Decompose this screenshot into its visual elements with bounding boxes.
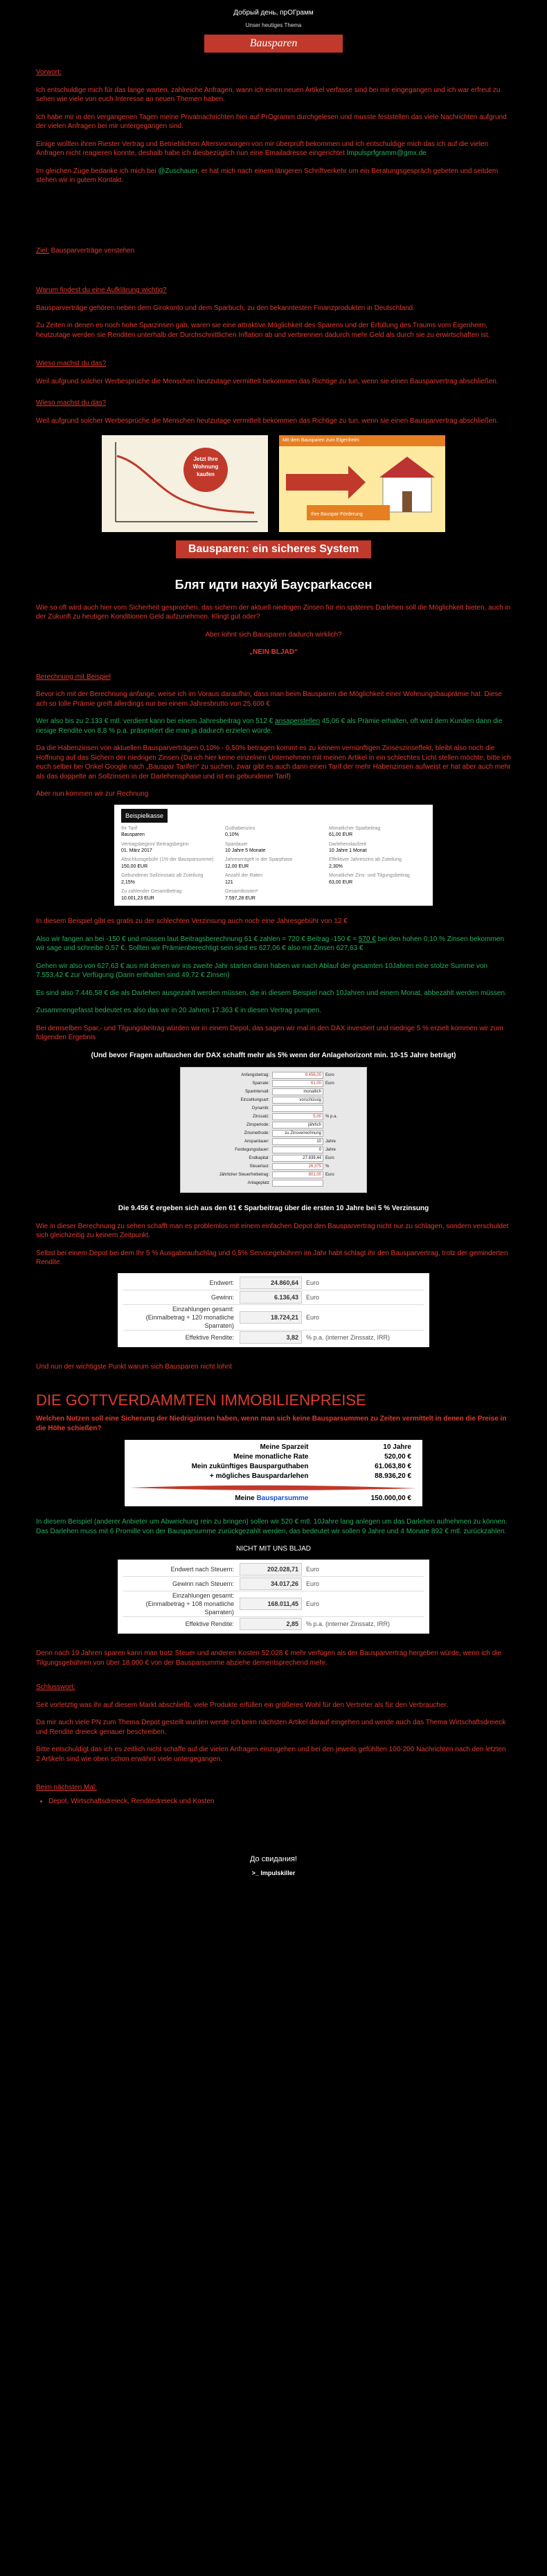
calc-text-p2-a: Also wir fangen an bei -150 € und müssen laut Beitragsberechnung 61 € zahlen = 720 € Beitrag -150 € = xyxy=(36,935,359,943)
next-heading: Beim nächsten Mal: xyxy=(36,1784,97,1792)
result-label: Endwert: xyxy=(209,1279,234,1286)
next-list-item: • Depot, Wirtschaftsdreieck, Renditedreieck und Kosten xyxy=(48,1797,511,1807)
immo-title: DIE GOTTVERDAMMTEN IMMOBILIENPREISE xyxy=(36,1391,366,1409)
final-p3: Da mir auch viele PN zum Thema Depot gestellt wurden werde ich beim nächsten Artikel darauf eingehen und werde auch das Thema Wirtschaftsdreieck und Rendite dreieck genauer beschreiben. xyxy=(36,1719,506,1736)
calc-unit: Euro xyxy=(325,1073,334,1078)
result-value: 34.017,26 xyxy=(240,1578,302,1590)
calc-input[interactable]: 9.456,00 xyxy=(272,1072,323,1079)
tarif-cell-label: Gesamtkosten² xyxy=(225,889,258,895)
tarif-cell xyxy=(329,873,426,886)
goal-label: Ziel: xyxy=(36,246,49,255)
calc-row xyxy=(186,1080,361,1087)
why-p2: Zu Zeiten in denen es noch hohe Sparzinsen gab, waren sie eine attraktive Möglichkeit des Sparens und der Erfüllung des Traums vom Eigenheim, heutzutage werden sie Renditen unterhalb der Durchschnittlichen Inflation ab und verbrennen dadurch mehr Geld als durch sie zu erwirtschaften ist. xyxy=(36,322,490,339)
calc-label: Endkapital: xyxy=(249,1156,269,1161)
calc-label: Dynamik: xyxy=(251,1106,269,1111)
spar-value: 61.063,80 € xyxy=(375,1463,411,1471)
calc-row xyxy=(186,1130,361,1137)
calc-p2-b: 45,06 € als Prämie erhalten, oft wird dem Kunden dann die riesige Rendite von 8,8 % p.a. präsentiert die man ja dadurch erzielen würde. xyxy=(36,718,503,735)
goal-text: Bausparverträge verstehen xyxy=(48,246,135,255)
calc-row xyxy=(186,1138,361,1145)
calc-p2 xyxy=(36,717,511,736)
tarif-cell-label: Anzahl der Raten xyxy=(225,873,263,879)
spar-label xyxy=(130,1452,308,1462)
calc-input[interactable]: monatlich xyxy=(272,1088,323,1095)
result-unit: Euro xyxy=(306,1600,320,1607)
final-p4: Bitte entschuldigt das ich es zeitlich nicht schaffe auf die vielen Anfragen einzugehen und bei den jeweils gefühlten 100-200 Nachrichten nach den letzten 2 Artikeln sind wie oben schon erwähnt viele untergegangen. xyxy=(36,1746,506,1763)
tarif-cell-label: Vertragsbeginn/ Beitragsbeginn xyxy=(121,841,189,847)
calc-p2-a: Wer also bis zu 2.133 € mtl. verdient kann bei einem Jahresbeitrag von 512 € xyxy=(36,718,276,726)
russian-title: Блят идти нахуй Баусparkассен xyxy=(174,578,373,592)
tarif-cell xyxy=(225,873,322,886)
wieso2-section xyxy=(0,399,547,426)
calc-row xyxy=(186,1122,361,1129)
calc-unit: Euro xyxy=(325,1156,334,1161)
result-unit: Euro xyxy=(306,1565,320,1573)
spar-value: 88.936,20 € xyxy=(375,1472,411,1481)
result-value: 24.860,64 xyxy=(240,1277,302,1289)
topic-label: Unser heutiges Thema xyxy=(245,21,302,28)
spar-value: 150.000,00 € xyxy=(370,1495,411,1503)
tarif-cell-value: 10 Jahre 1 Monat xyxy=(329,848,367,854)
calc-intro-section xyxy=(0,673,547,799)
tarif-cell-label: Effektiver Jahreszins ab Zuteilung xyxy=(329,857,402,863)
result-label: Endwert nach Steuern: xyxy=(170,1565,234,1573)
calc-input[interactable] xyxy=(272,1105,323,1112)
calc-p3: Da die Habenzinsen von aktuellen Bausparverträgen 0,10% - 0,50% betragen kommt es zu keinem vernünftigen Zinseszinseffekt, bleibt also noch die Hoffnung auf das Sichern der niedrigen Zinsen (Da ich hier keine einzelnen Unternehmen mit meinen Artikel in ein schlechtes Licht stellen möchte, bitte ich euch selber bei Onkel Google nach „Bauspar Tarifen“ zu suchen, zwar gibt es auch dann einen Tarif der mehr Habenzinsen aufweist er hat aber auch mehr als das doppelte an Sollzinsen in der Darlehensphase und ist ein gebundener Tarif) xyxy=(36,745,511,780)
spar-label xyxy=(130,1494,308,1504)
spar-row xyxy=(130,1494,417,1504)
result-row xyxy=(123,1331,424,1344)
spar-text-p2: NICHT MIT UNS BLJAD xyxy=(236,1545,311,1553)
slogan-banner: Bausparen: ein sicheres System xyxy=(176,540,371,558)
intro-p1: Ich entschuldige mich für das lange warten, zahlreiche Anfragen, wann ich einen neuen Artikel verfasse sind bei mir eingegangen und ich war erfreut zu sehen wie viele von euch Interesse an neuen Themen haben. xyxy=(36,86,501,104)
tarif-grid xyxy=(121,825,426,902)
wieso1-section xyxy=(0,359,547,386)
calc-text-p5: Zusammengefasst bedeutet es also das wir in 20 Jahren 17.363 € in diesen Vertrag pumpen. xyxy=(36,1007,321,1015)
tarif-cell-value: 7.597,28 EUR xyxy=(225,895,255,901)
calc-label: Zinsmethode: xyxy=(244,1131,269,1136)
why-p1: Bausparverträge gehören neben dem Girokonto und dem Sparbuch, zu den bekanntesten Finanzprodukten in Deutschland. xyxy=(36,304,415,312)
spar-label-text: Meine xyxy=(235,1495,257,1503)
tarif-cell xyxy=(121,841,218,855)
intro-p4-text-b: , er hat mich nach einem längeren Schriftverkehr um ein Beratungsgespräch gebeten und seitdem stehen wir in gutem Kontakt. xyxy=(36,167,499,185)
result-row xyxy=(123,1562,424,1577)
calc-text-p6: Bei demselben Spar,- und Tilgungsbeitrag würden wir in einem Depot, das sagen wir mal in den DAX investiert und niedrige 5 % erzielt kommen wir zum folgenden Ergebnis xyxy=(36,1024,503,1042)
calc-row xyxy=(186,1171,361,1178)
calc-unit: % xyxy=(325,1164,330,1169)
spar-row xyxy=(130,1462,417,1472)
spar-label xyxy=(130,1472,308,1481)
calc-unit: Euro xyxy=(325,1081,334,1086)
result-value: 202.028,71 xyxy=(240,1563,302,1575)
final-section xyxy=(0,1649,547,1764)
calc-text-p2-b: bei den hohen 0,10 % Zinsen bekommen wir sage und schreibe 0,57 €. Sollten wir Prämienberechtigt sein sind es 627,06 € also mit Zinsen 627,63 € xyxy=(36,935,505,953)
goodbye: До свидания! xyxy=(249,1855,297,1864)
ad-right-label: Ihre Bauspar-Förderung xyxy=(311,512,363,518)
tarif-cell xyxy=(225,857,322,870)
tarif-cell xyxy=(329,857,426,870)
result-value: 3,82 xyxy=(240,1331,302,1344)
tarif-cell-value: 01. März 2017 xyxy=(121,848,152,854)
calc-label: Einzahlungsart: xyxy=(240,1098,269,1103)
calc-label: Anspardauer: xyxy=(244,1140,269,1144)
tarif-cell-value: 2,30% xyxy=(329,864,343,869)
tarif-cell-label: Ihr Tarif xyxy=(121,825,138,831)
calc-text-section xyxy=(0,917,547,1060)
result-unit: % p.a. (interner Zinssatz, IRR) xyxy=(306,1620,391,1628)
result-label: Gewinn: xyxy=(210,1293,234,1301)
calc-input[interactable]: 27.839,44 xyxy=(272,1155,323,1162)
tarif-cell-value: 150,00 EUR xyxy=(121,864,148,869)
calc-row xyxy=(186,1097,361,1104)
tarif-cell xyxy=(121,857,218,870)
result-value: 168.011,45 xyxy=(240,1598,302,1610)
result-text-p2: Wie in dieser Berechnung zu sehen schafft man es problemlos mit einem einfachen Depot den Bausparvertrag nicht nur zu schlagen, sondern verschuldet sich gleichzeitig zu keinem Zeitpunkt. xyxy=(36,1222,509,1240)
result-row xyxy=(123,1276,424,1290)
intro-p2: Ich habe mir in den vergangenen Tagen meine Privatnachrichten hier auf PrOgramm durchgelesen und musste feststellen das viele Nachrichten aufgrund der vielen Anfragen bei mir untergegangen sind. xyxy=(36,113,507,131)
intro2-p2: Aber lohnt sich Bausparen dadurch wirklich? xyxy=(205,630,342,639)
spar-label-text: Meine monatliche Rate xyxy=(233,1453,309,1461)
result-text-section xyxy=(0,1204,547,1268)
greeting: Добрый день, прОГрамм xyxy=(233,9,314,17)
calc-label: Zinssatz: xyxy=(252,1115,269,1120)
spar-label xyxy=(130,1462,308,1472)
calc-text-p2-link[interactable]: 570 € xyxy=(358,935,376,943)
result-value: 18.724,21 xyxy=(240,1311,302,1324)
tarif-cell-value: 12,00 EUR xyxy=(225,864,249,869)
result-label: Gewinn nach Steuern: xyxy=(172,1580,234,1587)
result-unit: Euro xyxy=(306,1580,320,1587)
calc-row xyxy=(186,1072,361,1079)
spar-label-text: Mein zukünftiges Bausparguthaben xyxy=(191,1463,309,1471)
calc-input[interactable] xyxy=(272,1180,323,1187)
tarif-cell xyxy=(225,888,322,902)
immo-text: Welchen Nutzen soll eine Sicherung der Niedrigzinsen haben, wenn man sich keine Bausparsummen zu Zeiten vermittelt in denen die Preise in die Höhe schießen? xyxy=(36,1415,507,1432)
intro2-p3: „NEIN BLJAD“ xyxy=(249,648,298,657)
title-banner: Bausparen xyxy=(204,35,343,53)
ad-left-badge: Jetzt Ihre Wohnung kaufen xyxy=(192,456,219,477)
spar-table xyxy=(125,1440,422,1506)
calc-unit: Euro xyxy=(325,1173,334,1178)
wieso2-heading: Wieso machst du das? xyxy=(36,399,107,408)
result-value: 2,85 xyxy=(240,1618,302,1630)
result-row xyxy=(123,1591,424,1617)
tarif-cell-value: 121 xyxy=(225,879,233,885)
result-unit: Euro xyxy=(306,1313,320,1321)
calc-row xyxy=(186,1180,361,1187)
calc-text-p7: (Und bevor Fragen auftauchen der DAX schafft mehr als 5% wenn der Anlagehorizont min. 10-15 Jahre beträgt) xyxy=(91,1051,456,1059)
intro2-p1: Wie so oft wird auch hier vom Sicherheit gesprochen, das sichern der aktuell niedrigen Zinsen für ein späteres Darlehen soll die Möglichkeit bieten, auch in der Zukunft zu heutigen Konditionen Geld aufzunehmen. Klingt gut oder? xyxy=(36,603,511,621)
calc-row xyxy=(186,1147,361,1153)
tarif-cell-label: Spardauer xyxy=(225,841,248,847)
intro-p3 xyxy=(36,140,511,158)
spar-text-p1: In diesem Beispiel (anderer Anbieter um Abweichung rein zu bringen) sollen wir 520 € mtl. 10Jahre lang anlegen um das Darlehen aufnehmen zu können. Das Darlehen muss mit 6 Promille von der Bausparsumme zurückgezahlt werden, das bedeutet wir sollen 9 Jahre und 4 Monate 892 € mtl. zurückzahlen. xyxy=(36,1518,508,1535)
tarif-cell-label: Zu zahlender Gesamtbetrag xyxy=(121,889,182,895)
calc-label: Anfangsbetrag: xyxy=(241,1073,269,1078)
spar-row xyxy=(130,1472,417,1481)
tarif-cell xyxy=(121,825,218,839)
spar-label xyxy=(130,1443,308,1452)
spar-value: 10 Jahre xyxy=(383,1443,411,1452)
intro-p4-text-a: Im gleichen Zuge bedanke ich mich bei xyxy=(36,167,159,175)
tarif-cell xyxy=(329,825,426,839)
calc-input[interactable]: 26,375 xyxy=(272,1163,323,1170)
tarif-cell-label: Abschlussgebühr (1% der Bausparsumme) xyxy=(121,857,214,863)
calc-heading: Berechnung mit Beispiel xyxy=(36,673,111,681)
calc-row xyxy=(186,1113,361,1120)
spar-text-section xyxy=(0,1517,547,1554)
tarif-cell-label: Guthabenzins xyxy=(225,825,255,831)
intro2-section xyxy=(0,603,547,657)
ad-image-right xyxy=(279,435,445,532)
wieso1-heading: Wieso machst du das? xyxy=(36,360,107,368)
tarif-form xyxy=(114,805,433,906)
result-row xyxy=(123,1617,424,1631)
calc-input[interactable]: 10 xyxy=(272,1138,323,1145)
tarif-cell-value: 10.001,23 EUR xyxy=(121,895,154,901)
result-table-2 xyxy=(118,1560,429,1634)
calc-p4: Aber nun kommen wir zur Rechnung xyxy=(36,790,149,798)
tarif-cell-label: Gebundener Sollzinssatz ab Zuteilung xyxy=(121,873,204,879)
calc-input[interactable]: zu Zinsverrechnung xyxy=(272,1130,323,1137)
calc-input[interactable]: 0 xyxy=(272,1147,323,1153)
calc-unit: Jahre xyxy=(325,1148,337,1153)
wieso1-text: Weil aufgrund solcher Werbesprüche die Menschen heutzutage vermittelt bekommen das Richtige zu tun, wenn sie einen Bausparvertrag abschließen. xyxy=(36,377,499,385)
calc-input[interactable]: 5,00 xyxy=(272,1113,323,1120)
calc-text-p4: Es sind also 7.446,58 € die als Darlehen ausgezahlt werden müssen, die in diesem Beispiel nach 10Jahren und einem Monat, abbezahlt werden müssen. xyxy=(36,989,507,997)
calc-label: Sparintervall: xyxy=(244,1090,269,1095)
point-text: Und nun der wichtigste Punkt warum sich Bausparen nicht lohnt xyxy=(36,1363,232,1371)
savings-calculator xyxy=(180,1067,367,1193)
result-label: Effektive Rendite: xyxy=(185,1333,234,1341)
calc-unit: Jahre xyxy=(325,1140,337,1144)
calc-unit: % p.a. xyxy=(325,1115,338,1120)
tarif-cell-value: 61,00 EUR xyxy=(329,832,353,838)
tarif-cell-label: Monatlicher Zins- und Tilgungsbeitrag xyxy=(329,873,410,879)
tarif-cell xyxy=(225,825,322,839)
calc-input[interactable]: 61,00 xyxy=(272,1080,323,1087)
intro-p4 xyxy=(36,167,511,185)
tarif-cell-value: 2,15% xyxy=(121,879,135,885)
bausparsumme-link[interactable]: Bausparsumme xyxy=(256,1495,309,1503)
result-unit: Euro xyxy=(306,1293,320,1301)
immo-section xyxy=(0,1390,547,1434)
calc-text-p3: Gehen wir also von 627,63 € aus mit denen wir ins zweite Jahr starten dann haben wir nach Ablauf der gesamten 10Jahren eine stolze Summe von 7.553,42 € zur Verfügung (Darin enthalten sind 49,72 € Zinsen) xyxy=(36,962,488,980)
result-label: Effektive Rendite: xyxy=(185,1620,234,1628)
intro-p3-text: Einige wollten ihren Riester Vertrag und Betrieblichen Altersvorsorgen von mir überprüft bekommen und ich entschuldige mich das ich auf die vielen Anfragen nicht reagieren konnte, deshalb habe ich diesbezüglich nun eine Emailadresse eingerichtet xyxy=(36,140,489,158)
spar-value: 520,00 € xyxy=(384,1453,411,1461)
tarif-cell xyxy=(121,888,218,902)
calc-row xyxy=(186,1163,361,1170)
tarif-cell xyxy=(329,841,426,855)
declining-chart-icon xyxy=(102,435,268,532)
spar-row xyxy=(130,1443,417,1452)
why-section xyxy=(0,286,547,340)
tarif-cell-value: 0,10% xyxy=(225,832,239,838)
calc-label: Festlegungsdauer: xyxy=(235,1148,269,1153)
calc-p1: Bevor ich mit der Berechnung anfange, weise ich im Voraus daraufhin, dass man beim Bausparen die Möglichkeit einer Wohnungsbauprämie hat. Diese ach so tolle Prämie greift allerdings nur bei einem Jahresbrutto von 25.600 € xyxy=(36,691,502,708)
tarif-cell-label: Monatlicher Sparbeitrag xyxy=(329,825,381,831)
tarif-cell-value: Bausparen xyxy=(121,832,145,838)
ad-image-left xyxy=(102,435,268,532)
calc-p2-link[interactable]: ansaperstellen xyxy=(275,718,321,726)
calc-input[interactable]: vorschüssig xyxy=(272,1097,323,1104)
result-row xyxy=(123,1577,424,1591)
red-swoosh-divider xyxy=(130,1483,417,1492)
result-row xyxy=(123,1305,424,1331)
spar-label-text: + mögliches Bauspardarlehen xyxy=(209,1472,309,1481)
result-table-1 xyxy=(118,1273,429,1347)
final-p2: Seit vorletztig was ihr auf diesem Markt abschließt, viele Produkte erfüllen ein größeres Wohl für den Vertreter als für den Verbraucher. xyxy=(36,1701,449,1709)
result-unit: % p.a. (interner Zinssatz, IRR) xyxy=(306,1333,391,1341)
next-list xyxy=(48,1797,511,1807)
signature: >_ Impulskiller xyxy=(251,1869,296,1876)
calc-row xyxy=(186,1088,361,1095)
tarif-cell-value: 63,00 EUR xyxy=(329,879,353,885)
ad-right-top: Mit dem Bausparen zum Eigenheim xyxy=(279,435,445,446)
final-p1: Denn nach 19 Jahren sparen kann man trotz Steuer und anderen Kosten 52.028 € mehr verfügen als der Bausparvertrag hergeben würde, wenn ich die Tilgungsgebühren von über 18.000 € von der Bausparsumme abziehe dementsprechend mehr. xyxy=(36,1650,502,1667)
tarif-cell xyxy=(329,888,426,902)
result-unit: Euro xyxy=(306,1279,320,1286)
email-link[interactable]: Impulsprfgramm@gmx.de xyxy=(346,149,427,158)
goal-section xyxy=(0,246,547,256)
calc-row xyxy=(186,1155,361,1162)
tarif-cell-value: 10 Jahre 5 Monate xyxy=(225,848,266,854)
calc-label: Jährlicher Steuerfreibetrag: xyxy=(219,1173,269,1178)
calc-label: Sparrate: xyxy=(252,1081,269,1086)
beispielkasse-button[interactable]: Beispielkasse xyxy=(121,809,168,823)
tarif-cell-label: Jahresentgelt in der Sparphase xyxy=(225,857,293,863)
result-row xyxy=(123,1290,424,1305)
why-heading: Warum findest du eine Aufklärung wichtig? xyxy=(36,286,167,295)
final-heading: Schlusswort: xyxy=(36,1683,75,1692)
spar-row xyxy=(130,1452,417,1462)
point-section xyxy=(0,1362,547,1372)
calc-text-p2 xyxy=(36,935,511,953)
spar-label-text: Meine Sparzeit xyxy=(260,1443,309,1452)
ad-images xyxy=(0,435,547,532)
result-text-p3: Selbst bei einem Depot bei dem Ihr 5 % Ausgabeaufschlag und 0,5% Servicegebühren im Jahr habt schlagt ihr den Bausparvertrag, trotz der geminderten Rendite. xyxy=(36,1249,508,1267)
calc-input[interactable]: jährlich xyxy=(272,1122,323,1129)
calc-label: Zinsperiode: xyxy=(246,1123,269,1128)
tarif-cell xyxy=(225,841,322,855)
tarif-cell xyxy=(121,873,218,886)
calc-label: Anlageplatz xyxy=(247,1181,269,1186)
tarif-cell-label: Darlehenslaufzeit xyxy=(329,841,367,847)
wieso2-text: Weil aufgrund solcher Werbesprüche die Menschen heutzutage vermittelt bekommen das Richtige zu tun, wenn sie einen Bausparvertrag abschließen. xyxy=(36,417,499,425)
mention-link[interactable]: @Zuschauer xyxy=(158,167,198,175)
result-value: 6.136,43 xyxy=(240,1291,302,1304)
calc-input[interactable]: 801,00 xyxy=(272,1171,323,1178)
calc-text-p1: In diesem Beispiel gibt es gratis zu der schlechten Verzinsung auch noch eine Jahresgebühr von 12 € xyxy=(36,917,348,926)
calc-label: Steuerlast: xyxy=(249,1164,269,1169)
result-label: Einzahlungen gesamt: (Einmalbetrag + 120 monatliche Sparraten) xyxy=(145,1305,234,1329)
intro-section xyxy=(0,68,547,185)
intro-heading: Vorwort: xyxy=(36,68,62,77)
calc-row xyxy=(186,1105,361,1112)
result-label: Einzahlungen gesamt: (Einmalbetrag + 108 monatliche Sparraten) xyxy=(145,1591,234,1616)
result-text-p1: Die 9.456 € ergeben sich aus den 61 € Sparbeitrag über die ersten 10 Jahre bei 5 % Verzinsung xyxy=(118,1205,429,1213)
next-section xyxy=(0,1783,547,1806)
